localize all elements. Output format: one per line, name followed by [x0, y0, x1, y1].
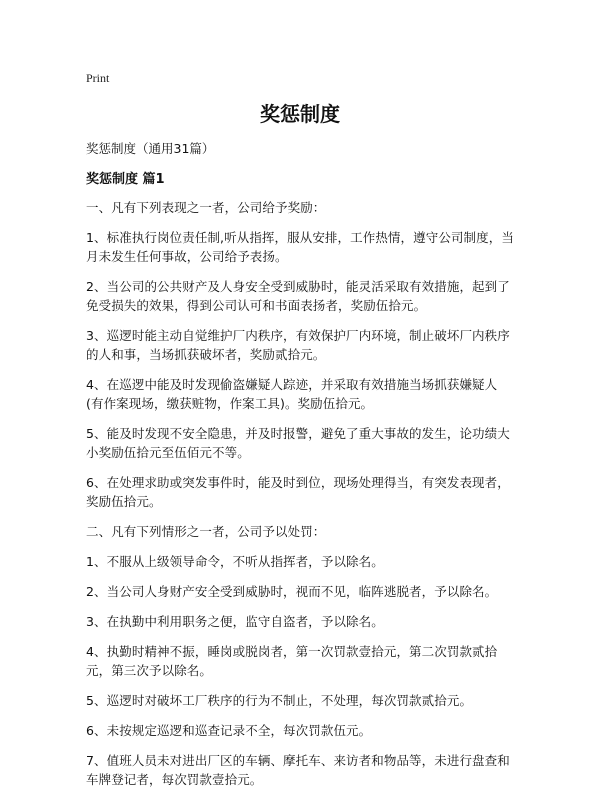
paragraph-reward-5: 5、能及时发现不安全隐患，并及时报警，避免了重大事故的发生，论功绩大小奖励伍拾元至伍佰元不等。 — [86, 426, 510, 460]
paragraph-penalty-7: 7、值班人员未对进出厂区的车辆、摩托车、来访者和物品等，未进行盘查和车牌登记者，每次罚款壹拾元。 — [86, 753, 510, 787]
paragraph-reward-3: 3、巡逻时能主动自觉维护厂内秩序，有效保护厂内环境，制止破坏厂内秩序的人和事，当场抓获破坏者，奖励贰拾元。 — [86, 328, 510, 362]
paragraph-reward-6: 6、在处理求助或突发事件时，能及时到位，现场处理得当，有突发表现者，奖励伍拾元。 — [86, 475, 510, 509]
document-title: 奖惩制度 — [260, 102, 340, 126]
print-link[interactable]: Print — [86, 71, 110, 85]
document-body — [86, 198, 514, 789]
paragraph-reward-2: 2、当公司的公共财产及人身安全受到威胁时，能灵活采取有效措施，起到了免受损失的效果，得到公司认可和书面表扬者，奖励伍拾元。 — [86, 279, 510, 313]
paragraph-penalty-6: 6、未按规定巡逻和巡查记录不全，每次罚款伍元。 — [86, 723, 372, 738]
paragraph-reward-4: 4、在巡逻中能及时发现偷盗嫌疑人踪迹，并采取有效措施当场抓获嫌疑人(有作案现场，缴获赃物，作案工具)。奖励伍拾元。 — [86, 377, 498, 411]
paragraph-reward-1: 1、标准执行岗位责任制,听从指挥，服从安排，工作热情，遵守公司制度，当月未发生任何事故，公司给予表扬。 — [86, 230, 514, 264]
paragraph-penalty-3: 3、在执勤中利用职务之便，监守自盗者，予以除名。 — [86, 614, 384, 629]
paragraph-penalties-intro: 二、凡有下列情形之一者，公司予以处罚： — [86, 524, 326, 539]
paragraph-rewards-intro: 一、凡有下列表现之一者，公司给予奖励： — [86, 200, 326, 215]
paragraph-penalty-2: 2、当公司人身财产安全受到威胁时，视而不见，临阵逃脱者，予以除名。 — [86, 584, 498, 599]
document-subtitle: 奖惩制度（通用31篇） — [86, 141, 215, 156]
paragraph-penalty-4: 4、执勤时精神不振，睡岗或脱岗者，第一次罚款壹拾元，第二次罚款贰拾元，第三次予以除名。 — [86, 644, 498, 678]
section-heading: 奖惩制度 篇1 — [86, 172, 165, 187]
paragraph-penalty-1: 1、不服从上级领导命令，不听从指挥者，予以除名。 — [86, 554, 384, 569]
paragraph-penalty-5: 5、巡逻时对破坏工厂秩序的行为不制止，不处理，每次罚款贰拾元。 — [86, 693, 473, 708]
